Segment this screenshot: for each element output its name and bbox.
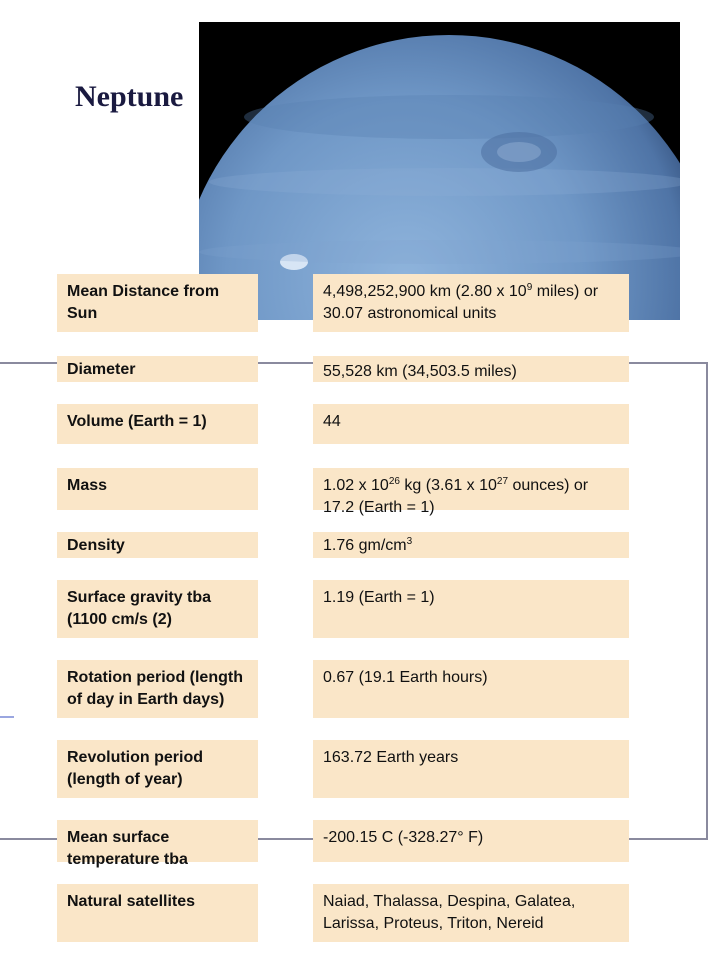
label-natural-satellites: Natural satellites <box>57 884 258 942</box>
label-volume: Volume (Earth = 1) <box>57 404 258 444</box>
label-rotation-period: Rotation period (length of day in Earth days) <box>57 660 258 718</box>
label-mean-distance: Mean Distance from Sun <box>57 274 258 332</box>
frame-tick <box>0 716 14 718</box>
label-density: Density <box>57 532 258 558</box>
value-surface-gravity: 1.19 (Earth = 1) <box>313 580 629 638</box>
value-mean-surface-temperature: -200.15 C (-328.27° F) <box>313 820 629 862</box>
value-rotation-period: 0.67 (19.1 Earth hours) <box>313 660 629 718</box>
label-mean-surface-temperature: Mean surface temperature tba <box>57 820 258 862</box>
value-mean-distance: 4,498,252,900 km (2.80 x $10^9$ miles) or 30.07 astronomical units <box>313 274 629 332</box>
label-mass: Mass <box>57 468 258 510</box>
value-natural-satellites: Naiad, Thalassa, Despina, Galatea, Larissa, Proteus, Triton, Nereid <box>313 884 629 942</box>
value-volume: 44 <box>313 404 629 444</box>
value-revolution-period: 163.72 Earth years <box>313 740 629 798</box>
label-diameter: Diameter <box>57 356 258 382</box>
value-density: 1.76 $gm/cm^3$ <box>313 532 629 558</box>
value-diameter: 55,528 km (34,503.5 miles) <box>313 356 629 382</box>
value-mass: 1.02 x $10^{26}$ kg (3.61 x $10^{27}$ ounces) or 17.2 (Earth = 1) <box>313 468 629 510</box>
label-revolution-period: Revolution period (length of year) <box>57 740 258 798</box>
page-title: Neptune <box>75 80 184 113</box>
label-surface-gravity: Surface gravity tba (1100 cm/s (2) <box>57 580 258 638</box>
